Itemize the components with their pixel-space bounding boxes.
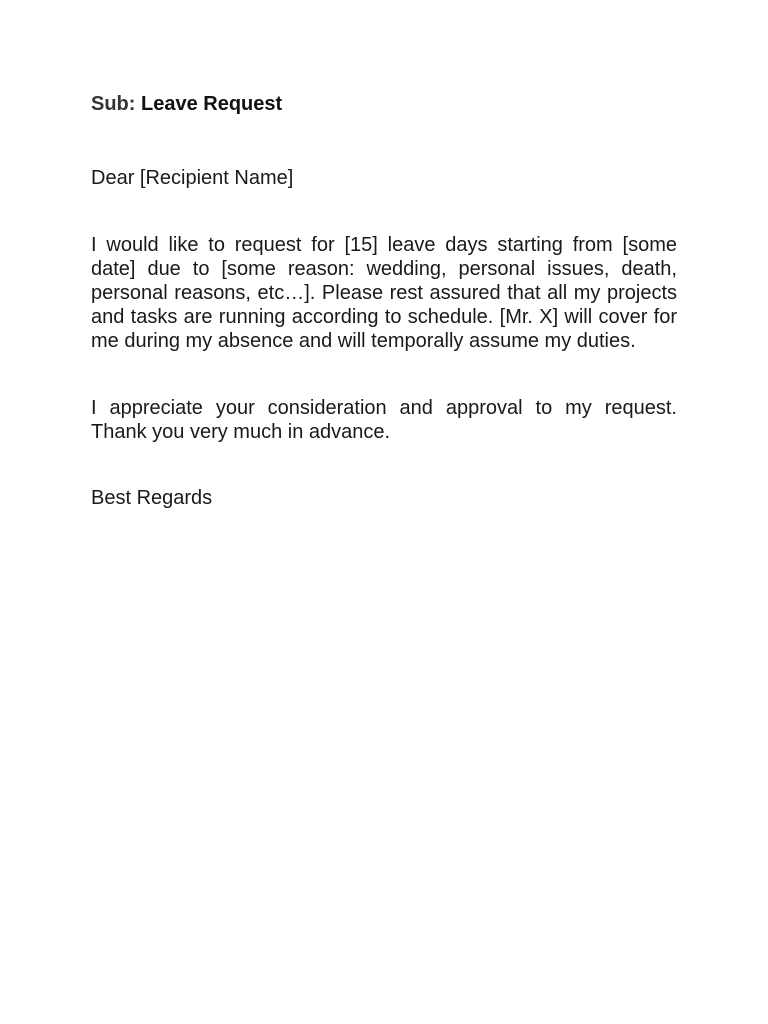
- salutation: Dear [Recipient Name]: [91, 167, 294, 189]
- closing: Best Regards: [91, 487, 213, 509]
- body-paragraph-2: I appreciate your consideration and approval to my request. Thank you very much in advance.: [91, 397, 677, 443]
- body-paragraph-1: I would like to request for [15] leave days starting from [some date] due to [some reason: wedding, personal issues, death, personal reasons, etc…]. Please rest assured that all my projects and tasks are running according to schedule. [Mr. X] will cover for me during my absence and will temporally assume my duties.: [91, 234, 677, 352]
- subject-label: Sub:: [91, 93, 136, 115]
- subject-text: Leave Request: [141, 93, 283, 115]
- subject-line: [91, 92, 282, 116]
